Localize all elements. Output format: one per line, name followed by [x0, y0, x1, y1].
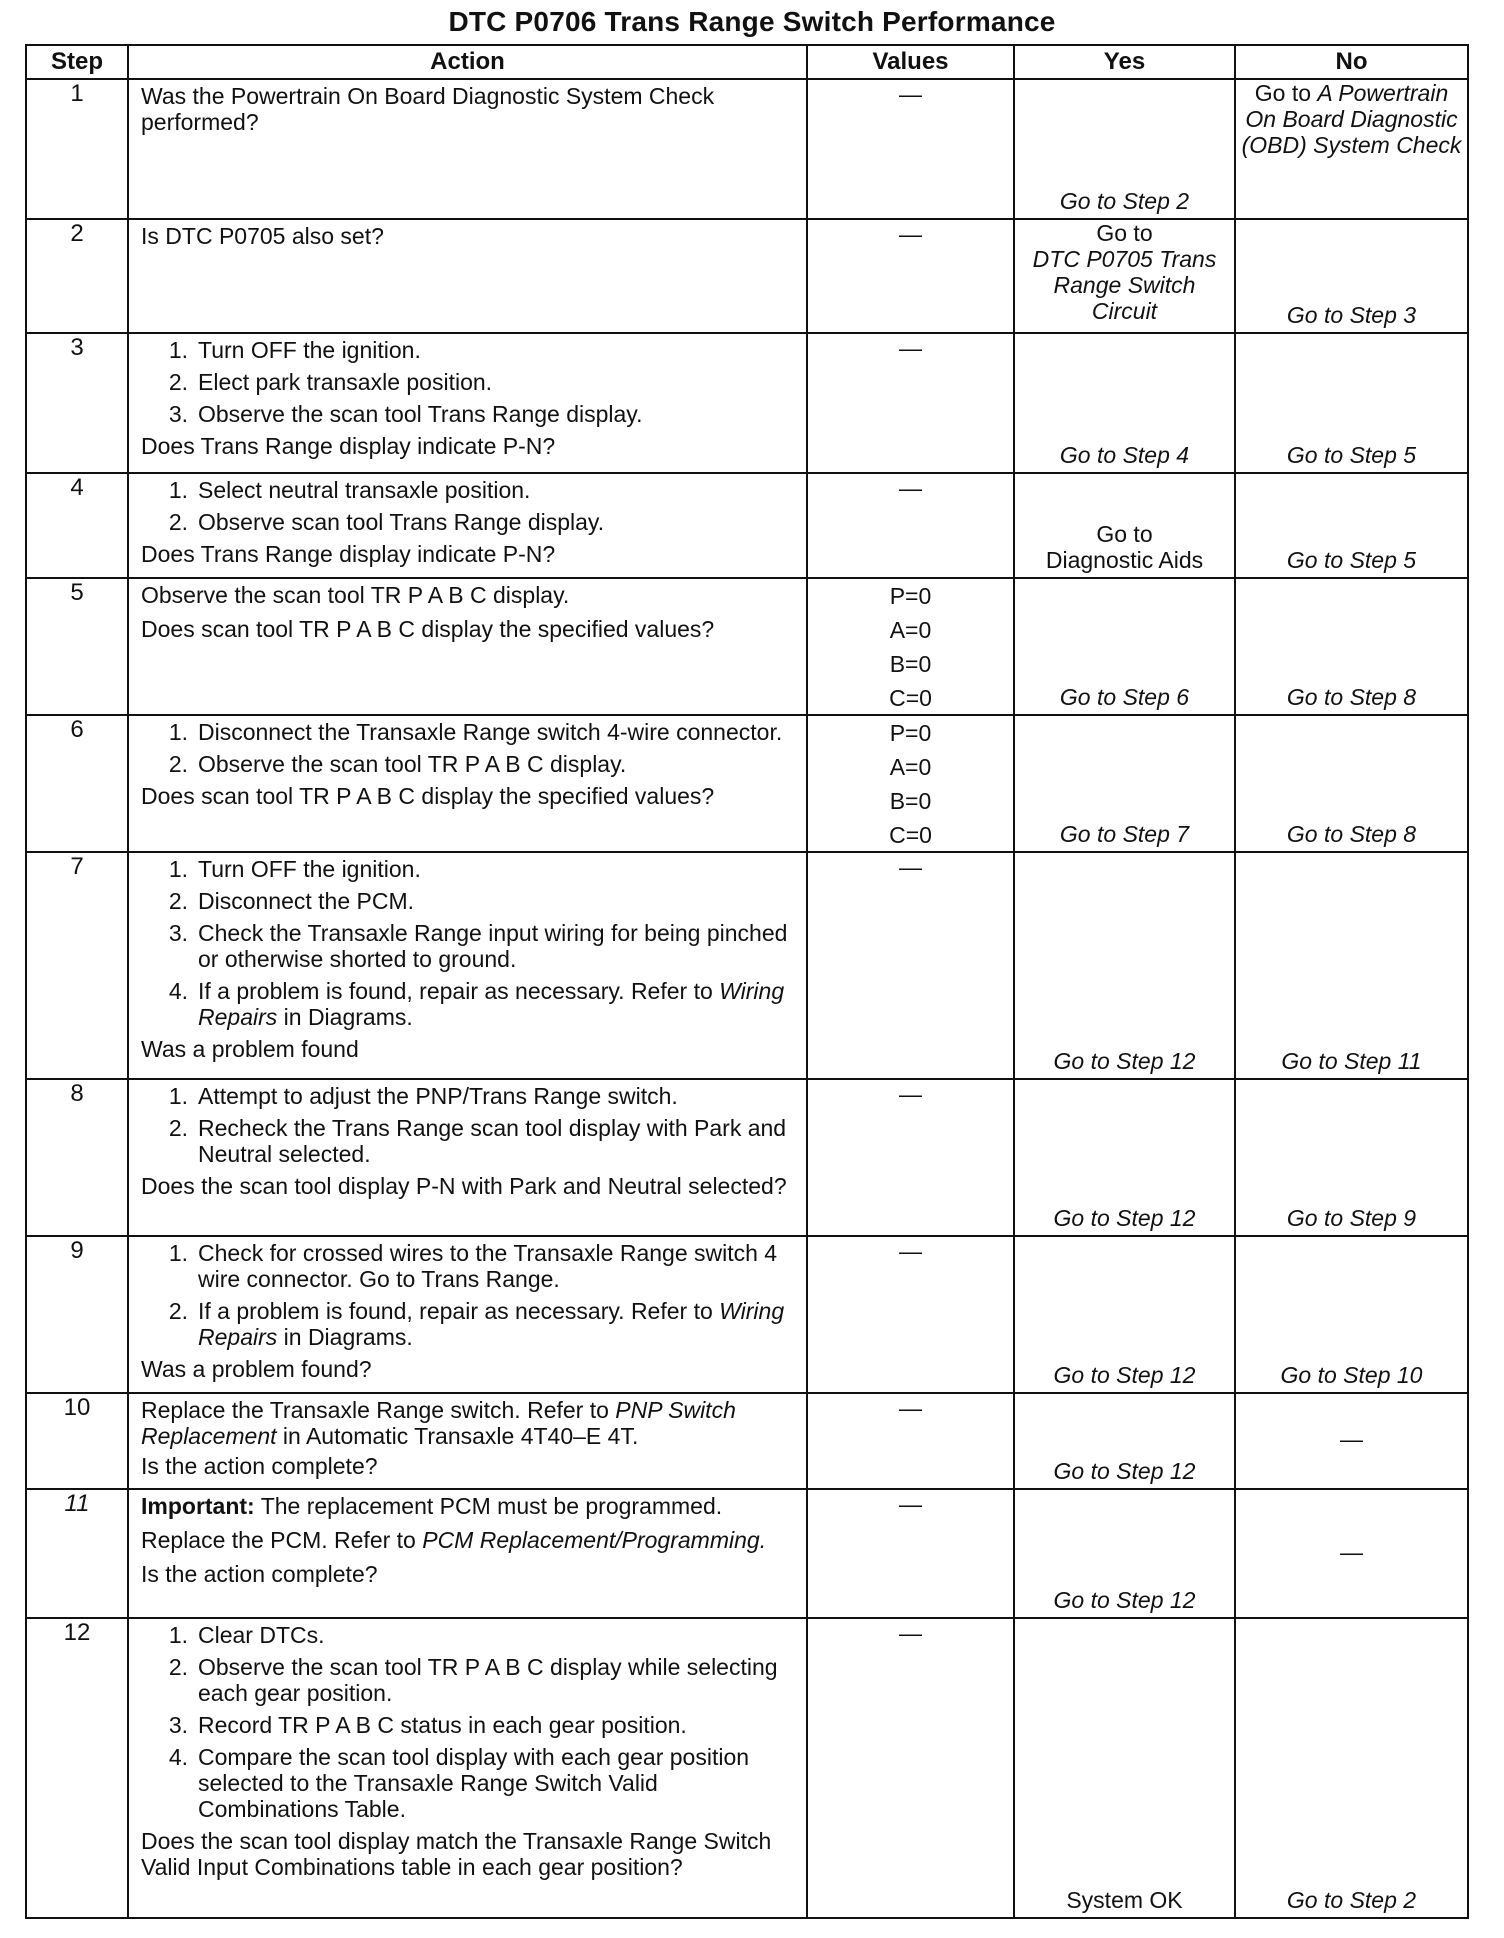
- list-item: 2. Observe the scan tool TR P A B C display.: [168, 751, 627, 777]
- yes-result-line1: Go to: [1096, 521, 1153, 547]
- table-row: [26, 852, 1468, 1079]
- no-result: Go to Step 3: [1286, 302, 1417, 328]
- yes-result-prefix: Go to: [1096, 220, 1153, 246]
- values-cell: [807, 578, 1014, 715]
- value-b: B=0: [889, 788, 932, 814]
- action-question: Does the scan tool display match the Transaxle Range Switch Valid Input Combinations table in each gear position?: [141, 1828, 772, 1880]
- table-row: [26, 79, 1468, 219]
- table-row: [26, 578, 1468, 715]
- no-result: Go to Step 10: [1280, 1362, 1423, 1388]
- yes-result: Go to Step 12: [1053, 1362, 1196, 1388]
- yes-result: Go to Step 12: [1053, 1458, 1196, 1484]
- no-cell: [1235, 715, 1468, 852]
- table-row: [26, 1236, 1468, 1393]
- list-item: 4. Compare the scan tool display with each gear position selected to the Transaxle Range Switch Valid Combinations Table.: [168, 1744, 750, 1822]
- table-row: [26, 715, 1468, 852]
- list-item: 1. Attempt to adjust the PNP/Trans Range switch.: [168, 1083, 678, 1109]
- list-item: 1. Turn OFF the ignition.: [168, 856, 421, 882]
- value-a: A=0: [889, 754, 932, 780]
- action-cell: [128, 1393, 807, 1489]
- table-row: [26, 333, 1468, 473]
- action-cell: [128, 219, 807, 333]
- no-cell: [1235, 1393, 1468, 1489]
- action-steps: [141, 1083, 798, 1167]
- values-cell: —: [807, 333, 1014, 473]
- values-cell: —: [807, 1489, 1014, 1618]
- action-question: Does scan tool TR P A B C display the specified values?: [141, 783, 715, 809]
- action-steps: [141, 477, 798, 535]
- yes-result: Go to Step 2: [1059, 188, 1190, 214]
- yes-cell: [1014, 79, 1235, 219]
- no-result: Go to Step 11: [1281, 1048, 1422, 1074]
- yes-result: Go to Step 4: [1059, 442, 1190, 468]
- yes-result-ref: DTC P0705 Trans Range Switch Circuit: [1032, 246, 1217, 324]
- yes-cell: [1014, 578, 1235, 715]
- list-item: 2. Disconnect the PCM.: [168, 888, 415, 914]
- no-result: —: [1340, 1538, 1363, 1565]
- yes-result: Go to Step 12: [1053, 1205, 1196, 1231]
- action-question: Is DTC P0705 also set?: [141, 223, 384, 249]
- action-question: Does the scan tool display P-N with Park and Neutral selected?: [141, 1173, 787, 1199]
- list-item: 3. Check the Transaxle Range input wiring for being pinched or otherwise shorted to ground.: [168, 920, 788, 972]
- value-p: P=0: [889, 583, 932, 609]
- values-cell: —: [807, 1079, 1014, 1236]
- list-item: 4. If a problem is found, repair as necessary. Refer to Wiring Repairs in Diagrams.: [168, 978, 785, 1030]
- list-item: 3. Observe the scan tool Trans Range display.: [168, 401, 643, 427]
- action-steps: [141, 856, 798, 1030]
- yes-cell: [1014, 715, 1235, 852]
- table-row: [26, 1618, 1468, 1918]
- list-item: 2. Elect park transaxle position.: [168, 369, 493, 395]
- action-question: Is the action complete?: [141, 1453, 378, 1479]
- action-steps: [141, 1622, 798, 1822]
- list-item: 1. Turn OFF the ignition.: [168, 337, 421, 363]
- yes-result: Go to Step 12: [1053, 1587, 1196, 1613]
- action-cell: [128, 1489, 807, 1618]
- action-cell: [128, 1079, 807, 1236]
- action-cell: [128, 1618, 807, 1918]
- no-cell: [1235, 333, 1468, 473]
- value-a: A=0: [889, 617, 932, 643]
- no-result: Go to Step 5: [1286, 442, 1417, 468]
- header-values: Values: [807, 45, 1014, 79]
- action-cell: [128, 333, 807, 473]
- table-row: [26, 473, 1468, 578]
- step-number: 6: [26, 715, 128, 852]
- yes-cell: [1014, 1079, 1235, 1236]
- action-steps: [141, 337, 798, 427]
- list-item: 1. Select neutral transaxle position.: [168, 477, 531, 503]
- action-cell: [128, 79, 807, 219]
- values-cell: —: [807, 1393, 1014, 1489]
- header-no: No: [1235, 45, 1468, 79]
- no-cell: [1235, 79, 1468, 219]
- no-result: Go to Step 5: [1286, 547, 1417, 573]
- values-cell: —: [807, 852, 1014, 1079]
- no-cell: [1235, 1618, 1468, 1918]
- no-cell: [1235, 578, 1468, 715]
- value-p: P=0: [889, 720, 932, 746]
- action-text: Replace the Transaxle Range switch. Refer to PNP Switch Replacement in Automatic Transaxle 4T40–E 4T.: [141, 1397, 736, 1449]
- yes-result-line2: Diagnostic Aids: [1045, 547, 1204, 573]
- list-item: 2. Recheck the Trans Range scan tool display with Park and Neutral selected.: [168, 1115, 787, 1167]
- step-number: 9: [26, 1236, 128, 1393]
- list-item: 1. Clear DTCs.: [168, 1622, 325, 1648]
- no-result: —: [1340, 1426, 1363, 1452]
- table-row: [26, 1393, 1468, 1489]
- header-action: Action: [128, 45, 807, 79]
- values-cell: —: [807, 219, 1014, 333]
- step-number: 1: [26, 79, 128, 219]
- header-row: [26, 45, 1468, 79]
- list-item: 1. Check for crossed wires to the Transaxle Range switch 4 wire connector. Go to Trans Range.: [168, 1240, 778, 1292]
- action-question: Is the action complete?: [141, 1561, 378, 1587]
- action-question: Was a problem found: [141, 1036, 359, 1062]
- value-b: B=0: [889, 651, 932, 677]
- step-number: 5: [26, 578, 128, 715]
- no-cell: [1235, 1489, 1468, 1618]
- yes-result: Go to Step 12: [1053, 1048, 1196, 1074]
- step-number: 8: [26, 1079, 128, 1236]
- action-question: Was a problem found?: [141, 1356, 372, 1382]
- yes-cell: [1014, 1393, 1235, 1489]
- action-question: Does Trans Range display indicate P-N?: [141, 433, 556, 459]
- page-title: DTC P0706 Trans Range Switch Performance: [448, 6, 1056, 37]
- important-note: Important: The replacement PCM must be programmed.: [141, 1493, 723, 1519]
- list-item: 2. Observe scan tool Trans Range display.: [168, 509, 605, 535]
- action-text: Observe the scan tool TR P A B C display.: [141, 582, 570, 608]
- yes-result: Go to Step 6: [1059, 684, 1190, 710]
- table-row: [26, 1079, 1468, 1236]
- table-row: [26, 219, 1468, 333]
- no-cell: [1235, 1236, 1468, 1393]
- step-number: 4: [26, 473, 128, 578]
- no-cell: [1235, 1079, 1468, 1236]
- list-item: 1. Disconnect the Transaxle Range switch 4-wire connector.: [168, 719, 783, 745]
- yes-cell: [1014, 1489, 1235, 1618]
- action-question: Does Trans Range display indicate P-N?: [141, 541, 556, 567]
- step-number: 2: [26, 219, 128, 333]
- action-cell: [128, 473, 807, 578]
- no-result: Go to Step 8: [1286, 821, 1417, 847]
- value-c: C=0: [889, 685, 932, 711]
- yes-cell: [1014, 852, 1235, 1079]
- action-cell: [128, 578, 807, 715]
- value-c: C=0: [889, 822, 932, 848]
- no-result: Go to Step 8: [1286, 684, 1417, 710]
- table-row: [26, 1489, 1468, 1618]
- action-steps: [141, 719, 798, 777]
- yes-cell: [1014, 473, 1235, 578]
- values-cell: —: [807, 79, 1014, 219]
- no-cell: [1235, 473, 1468, 578]
- header-yes: Yes: [1014, 45, 1235, 79]
- yes-cell: [1014, 219, 1235, 333]
- no-result: Go to Step 9: [1286, 1205, 1417, 1231]
- no-result: Go to A Powertrain On Board Diagnostic (OBD) System Check: [1241, 80, 1462, 158]
- list-item: 3. Record TR P A B C status in each gear position.: [168, 1712, 687, 1738]
- header-step: Step: [26, 45, 128, 79]
- action-question: Was the Powertrain On Board Diagnostic System Check performed?: [141, 83, 715, 135]
- yes-cell: [1014, 1236, 1235, 1393]
- no-cell: [1235, 852, 1468, 1079]
- step-number: 7: [26, 852, 128, 1079]
- step-number: 11: [26, 1489, 128, 1618]
- step-number: 3: [26, 333, 128, 473]
- yes-result: System OK: [1066, 1887, 1183, 1913]
- yes-result: Go to Step 7: [1059, 821, 1190, 847]
- action-cell: [128, 1236, 807, 1393]
- values-cell: —: [807, 1236, 1014, 1393]
- step-number: 12: [26, 1618, 128, 1918]
- action-question: Does scan tool TR P A B C display the specified values?: [141, 616, 715, 642]
- action-cell: [128, 715, 807, 852]
- values-cell: —: [807, 473, 1014, 578]
- action-cell: [128, 852, 807, 1079]
- no-cell: [1235, 219, 1468, 333]
- values-cell: [807, 715, 1014, 852]
- diagnostic-table: [25, 44, 1469, 1919]
- no-result: Go to Step 2: [1286, 1887, 1417, 1913]
- yes-cell: [1014, 333, 1235, 473]
- values-cell: —: [807, 1618, 1014, 1918]
- action-steps: [141, 1240, 798, 1350]
- list-item: 2. Observe the scan tool TR P A B C display while selecting each gear position.: [168, 1654, 778, 1706]
- list-item: 2. If a problem is found, repair as necessary. Refer to Wiring Repairs in Diagrams.: [168, 1298, 785, 1350]
- step-number: 10: [26, 1393, 128, 1489]
- action-text: Replace the PCM. Refer to PCM Replacement/Programming.: [141, 1527, 767, 1553]
- yes-cell: [1014, 1618, 1235, 1918]
